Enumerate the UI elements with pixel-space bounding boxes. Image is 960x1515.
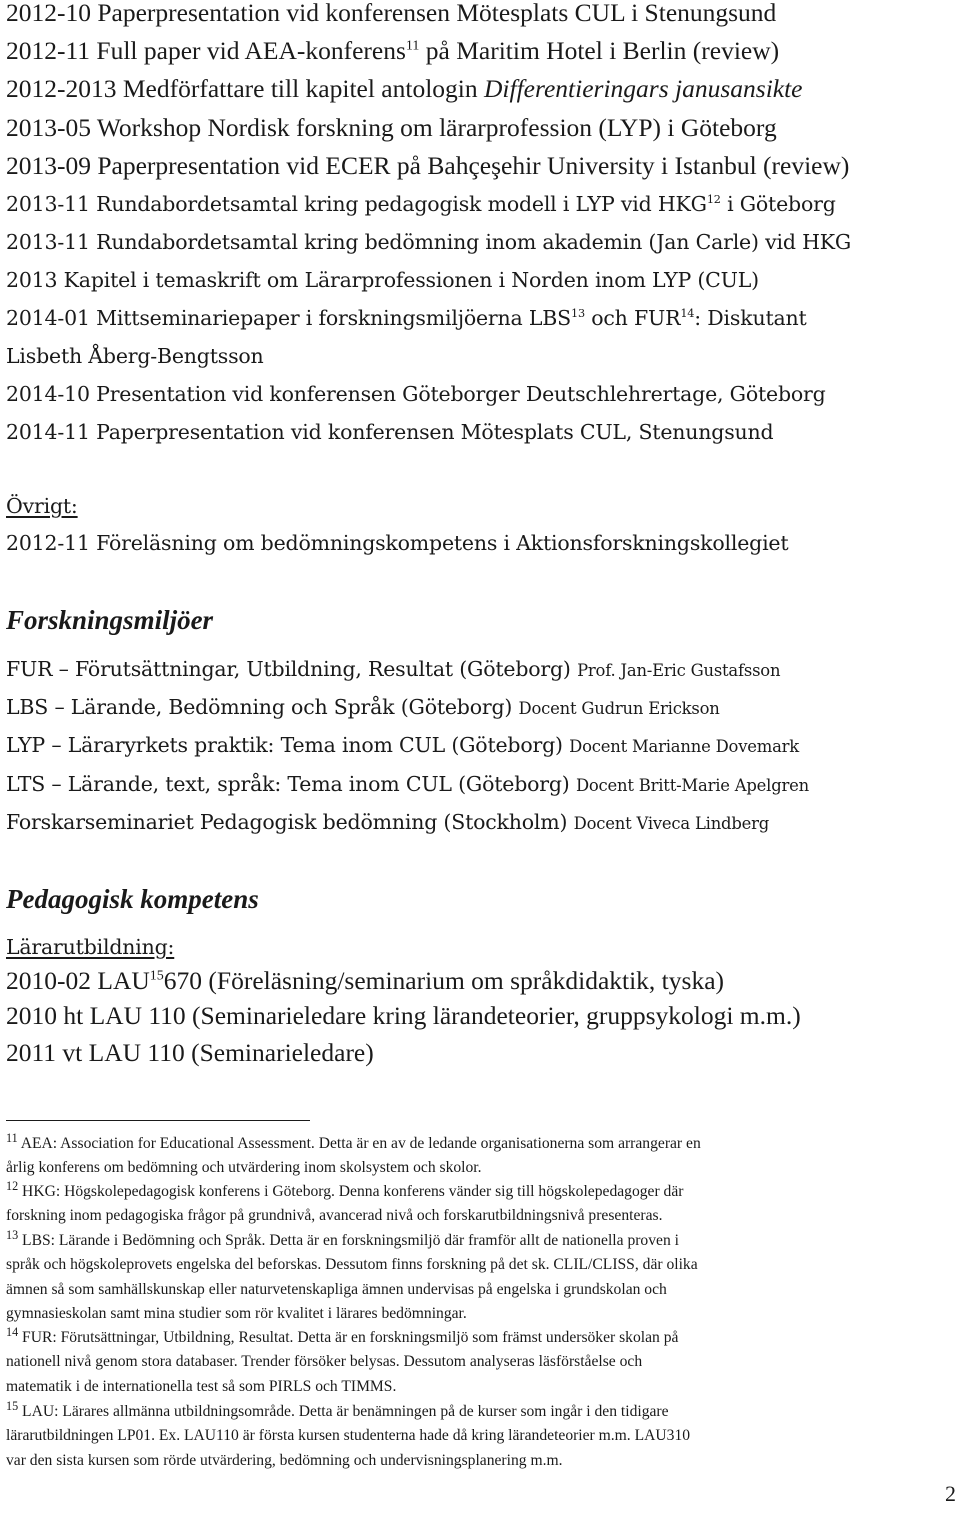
research-env-item: LYP – Läraryrkets praktik: Tema inom CUL (Göteborg) Docent Marianne Dovemark (6, 733, 800, 757)
footnote-separator (6, 1120, 310, 1121)
forskningsmiljoer-heading: Forskningsmiljöer (6, 605, 214, 635)
research-env-item: Forskarseminariet Pedagogisk bedömning (Stockholm) Docent Viveca Lindberg (6, 810, 770, 834)
pedagogisk-kompetens-heading: Pedagogisk kompetens (6, 884, 259, 914)
conference-line: 2013-09 Paperpresentation vid ECER på Bahçeşehir University i Istanbul (review) (6, 151, 850, 180)
research-env-item: LBS – Lärande, Bedömning och Språk (Göteborg) Docent Gudrun Erickson (6, 695, 720, 719)
teaching-item: 2010-02 LAU$^{15}$670 (Föreläsning/seminarium om språkdidaktik, tyska) (6, 966, 724, 995)
footnote-11: $^{11}$ AEA: Association for Educational Assessment. Detta är en av de ledande organisationerna som arrangerar en årlig konferens om bedömning och utvärdering inom skolsystem och skolor. (6, 1130, 701, 1177)
conference-line: 2013-11 Rundabordetsamtal kring bedömning inom akademin (Jan Carle) vid HKG (6, 230, 852, 254)
ovrigt-heading: Övrigt: (6, 494, 78, 518)
teaching-item: 2011 vt LAU 110 (Seminarieledare) (6, 1038, 374, 1067)
conference-line: 2013-05 Workshop Nordisk forskning om lärarprofession (LYP) i Göteborg (6, 113, 777, 142)
anthology-title: Differentieringars janusansikte (484, 74, 803, 103)
footnote-15: $^{15}$ LAU: Lärares allmänna utbildningsområde. Detta är benämningen på de kurser som ingår i den tidigare lärarutbildningen LP01. Ex. LAU110 är första kursen studenterna hade då kring lärandeteorier m.m. LAU310 var den sista kursen som rörde utvärdering, bedömning och undervisningsplanering m.m. (6, 1398, 691, 1469)
conference-line: 2012-10 Paperpresentation vid konferensen Mötesplats CUL i Stenungsund (6, 0, 777, 27)
research-env-item: LTS – Lärande, text, språk: Tema inom CUL (Göteborg) Docent Britt-Marie Apelgren (6, 772, 810, 796)
conference-line: 2012-11 Full paper vid AEA-konferens$^{11}$ på Maritim Hotel i Berlin (review) (6, 36, 780, 65)
footnote-14: $^{14}$ FUR: Förutsättningar, Utbildning, Resultat. Detta är en forskningsmiljö som främst undersöker skolan på nationell nivå genom stora databaser. Trender försöker belysas. Dessutom analyseras läsförståelse och matematik i de internationella test så som PIRLS och TIMMS. (6, 1324, 679, 1395)
conference-line: 2013-11 Rundabordetsamtal kring pedagogisk modell i LYP vid HKG$^{12}$ i Göteborg (6, 192, 836, 216)
lararutbildning-subheading: Lärarutbildning: (6, 935, 175, 959)
page-number: 2 (945, 1481, 956, 1506)
footnote-12: $^{12}$ HKG: Högskolepedagogisk konferens i Göteborg. Denna konferens vänder sig till högskolepedagoger där forskning inom pedagogiska frågor på grundnivå, avancerad nivå och forskarutbildningsnivå presenteras. (6, 1178, 684, 1225)
footnote-13: $^{13}$ LBS: Lärande i Bedömning och Språk. Detta är en forskningsmiljö där framför allt de nationella proven i språk och högskoleprovets engelska del beforskas. Dessutom finns forskning på det sk. CLIL/CLISS, där olika ämnen så som samhällskunskap eller naturvetenskapliga ämnen undervisas på engelska i grundskolan och gymnasieskolan samt mina studier som rör kvalitet i lärares bedömningar. (6, 1227, 698, 1323)
ovrigt-item: 2012-11 Föreläsning om bedömningskompetens i Aktionsforskningskollegiet (6, 531, 789, 555)
research-env-item: FUR – Förutsättningar, Utbildning, Resultat (Göteborg) Prof. Jan-Eric Gustafsson (6, 657, 781, 681)
conference-line: 2013 Kapitel i temaskrift om Lärarprofessionen i Norden inom LYP (CUL) (6, 268, 759, 292)
conference-line: 2014-01 Mittseminariepaper i forskningsmiljöerna LBS$^{13}$ och FUR$^{14}$: Diskutant (6, 306, 807, 330)
conference-line: 2012-2013 Medförfattare till kapitel antologin Differentieringars janusansikte (6, 74, 803, 103)
conference-line: Lisbeth Åberg-Bengtsson (6, 344, 264, 368)
conference-line: 2014-10 Presentation vid konferensen Göteborger Deutschlehrertage, Göteborg (6, 382, 826, 406)
teaching-item: 2010 ht LAU 110 (Seminarieledare kring lärandeteorier, gruppsykologi m.m.) (6, 1001, 801, 1030)
conference-line: 2014-11 Paperpresentation vid konferensen Mötesplats CUL, Stenungsund (6, 420, 774, 444)
